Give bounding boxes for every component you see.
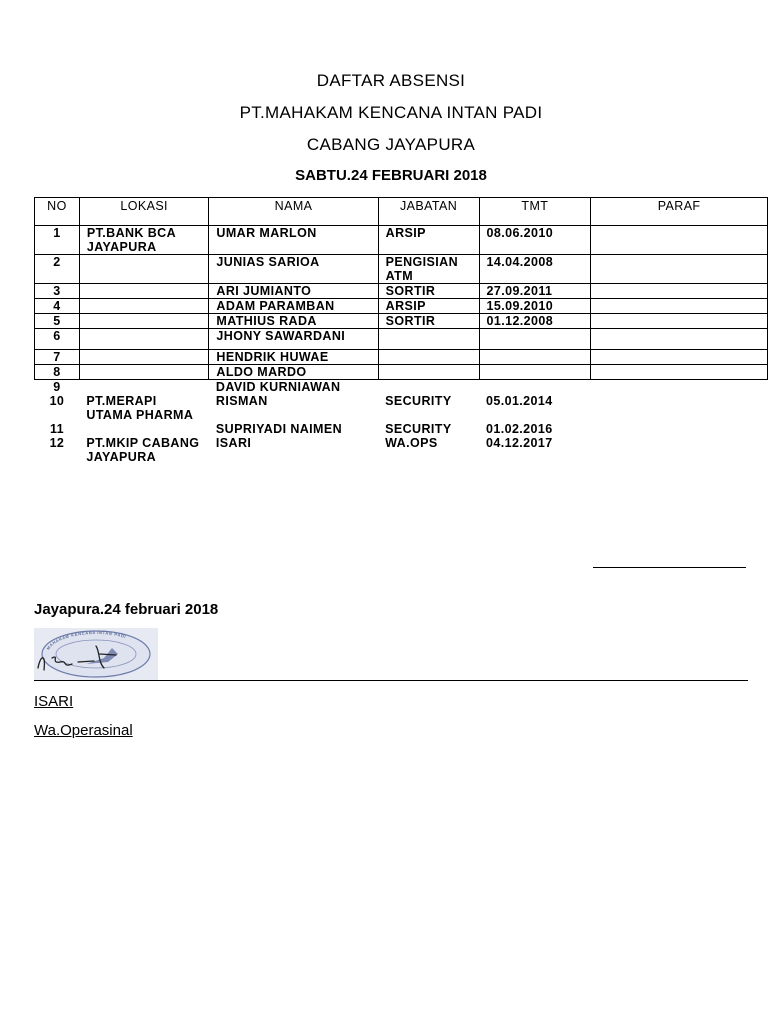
- table-row: [35, 436, 768, 464]
- cell-paraf[interactable]: [591, 350, 768, 365]
- cell-jabatan: SORTIR: [378, 314, 479, 329]
- cell-jabatan: WA.OPS: [385, 436, 438, 450]
- column-header-no: NO: [35, 198, 80, 226]
- cell-jabatan: SECURITY: [385, 422, 452, 436]
- cell-no: 1: [35, 226, 80, 255]
- cell-tmt: [479, 365, 591, 380]
- table-row: [35, 284, 768, 299]
- stamp-outer-ring: [42, 631, 150, 677]
- attendance-table: [34, 197, 768, 464]
- cell-nama: UMAR MARLON: [209, 226, 378, 255]
- cell-lokasi: [79, 380, 209, 395]
- cell-jabatan: SORTIR: [378, 284, 479, 299]
- table-row: [35, 226, 768, 255]
- cell-jabatan: [378, 380, 479, 395]
- cell-paraf[interactable]: [591, 365, 768, 380]
- cell-no: 7: [35, 350, 80, 365]
- cell-jabatan: [378, 329, 479, 350]
- cell-paraf[interactable]: [591, 226, 768, 255]
- signature-line: [593, 567, 746, 568]
- table-header-row: [35, 198, 768, 226]
- cell-lokasi: [79, 299, 209, 314]
- column-header-nama: NAMA: [209, 198, 378, 226]
- cell-paraf[interactable]: [591, 314, 768, 329]
- cell-lokasi: [79, 255, 209, 284]
- signer-role: Wa.Operasinal: [34, 722, 133, 739]
- document-title: DAFTAR ABSENSI: [316, 71, 466, 90]
- cell-lokasi: [79, 314, 209, 329]
- cell-paraf[interactable]: [591, 329, 768, 350]
- cell-nama: SUPRIYADI NAIMEN: [215, 422, 343, 436]
- cell-tmt: 14.04.2008: [479, 255, 591, 284]
- attendance-date: SABTU.24 FEBRUARI 2018: [295, 167, 487, 184]
- cell-tmt: [479, 380, 591, 395]
- table-row: [35, 314, 768, 329]
- cell-jabatan: SECURITY: [385, 394, 452, 408]
- cell-paraf: [591, 380, 768, 395]
- cell-nama: ISARI: [215, 436, 252, 450]
- company-name: PT.MAHAKAM KENCANA INTAN PADI: [239, 103, 543, 122]
- cell-lokasi: [79, 350, 209, 365]
- cell-tmt: 01.02.2016: [486, 422, 553, 436]
- cell-nama: ARI JUMIANTO: [209, 284, 378, 299]
- stamp-text: MAHAKAM KENCANA INTAN PADI: [45, 629, 127, 651]
- cell-tmt: 15.09.2010: [479, 299, 591, 314]
- cell-no: 2: [35, 255, 80, 284]
- cell-no: 4: [35, 299, 80, 314]
- cell-no: 6: [35, 329, 80, 350]
- cell-paraf[interactable]: [591, 255, 768, 284]
- cell-jabatan: ARSIP: [378, 299, 479, 314]
- table-row: [35, 422, 768, 436]
- cell-no: 3: [35, 284, 80, 299]
- cell-tmt: [479, 329, 591, 350]
- cell-lokasi: PT.MKIP CABANG JAYAPURA: [86, 436, 200, 464]
- cell-tmt: 27.09.2011: [479, 284, 591, 299]
- signer-name: ISARI: [34, 693, 74, 710]
- table-row: [35, 380, 768, 395]
- cell-lokasi: [79, 329, 209, 350]
- cell-no: 8: [35, 365, 80, 380]
- place-and-date: Jayapura.24 februari 2018: [34, 601, 219, 618]
- cell-jabatan: ARSIP: [378, 226, 479, 255]
- cell-tmt: 08.06.2010: [479, 226, 591, 255]
- stamp-and-signature-image: [34, 628, 158, 680]
- cell-paraf: [591, 394, 768, 422]
- table-row: [35, 329, 768, 350]
- table-row: [35, 299, 768, 314]
- table-row: [35, 350, 768, 365]
- cell-paraf[interactable]: [591, 284, 768, 299]
- cell-paraf: [591, 436, 768, 464]
- cell-paraf[interactable]: [591, 299, 768, 314]
- branch-name: CABANG JAYAPURA: [306, 135, 476, 154]
- footer-divider: [34, 680, 748, 681]
- column-header-tmt: TMT: [479, 198, 591, 226]
- cell-tmt: 01.12.2008: [479, 314, 591, 329]
- column-header-paraf: PARAF: [591, 198, 768, 226]
- cell-jabatan: [378, 350, 479, 365]
- cell-nama: HENDRIK HUWAE: [209, 350, 378, 365]
- cell-jabatan: [378, 365, 479, 380]
- cell-tmt: 04.12.2017: [486, 436, 553, 450]
- cell-no: 5: [35, 314, 80, 329]
- cell-nama: ADAM PARAMBAN: [209, 299, 378, 314]
- cell-lokasi: PT.BANK BCA JAYAPURA: [79, 226, 209, 255]
- column-header-lokasi: LOKASI: [79, 198, 209, 226]
- cell-nama: RISMAN: [215, 394, 268, 408]
- cell-lokasi: PT.MERAPI UTAMA PHARMA: [86, 394, 194, 422]
- cell-nama: DAVID KURNIAWAN: [209, 380, 378, 395]
- cell-nama: JUNIAS SARIOA: [209, 255, 378, 284]
- table-row: [35, 365, 768, 380]
- cell-nama: ALDO MARDO: [209, 365, 378, 380]
- cell-nama: MATHIUS RADA: [209, 314, 378, 329]
- cell-nama: JHONY SAWARDANI: [209, 329, 378, 350]
- cell-no: 11: [49, 422, 64, 436]
- cell-lokasi: [79, 284, 209, 299]
- cell-lokasi: [79, 422, 209, 436]
- cell-jabatan: PENGISIAN ATM: [378, 255, 479, 284]
- cell-tmt: [479, 350, 591, 365]
- cell-tmt: 05.01.2014: [486, 394, 553, 408]
- cell-no: 9: [35, 380, 80, 395]
- table-row: [35, 255, 768, 284]
- cell-lokasi: [79, 365, 209, 380]
- cell-no: 10: [49, 394, 65, 408]
- cell-no: 12: [49, 436, 65, 450]
- table-row: [35, 394, 768, 422]
- column-header-jabatan: JABATAN: [378, 198, 479, 226]
- cell-paraf: [591, 422, 768, 436]
